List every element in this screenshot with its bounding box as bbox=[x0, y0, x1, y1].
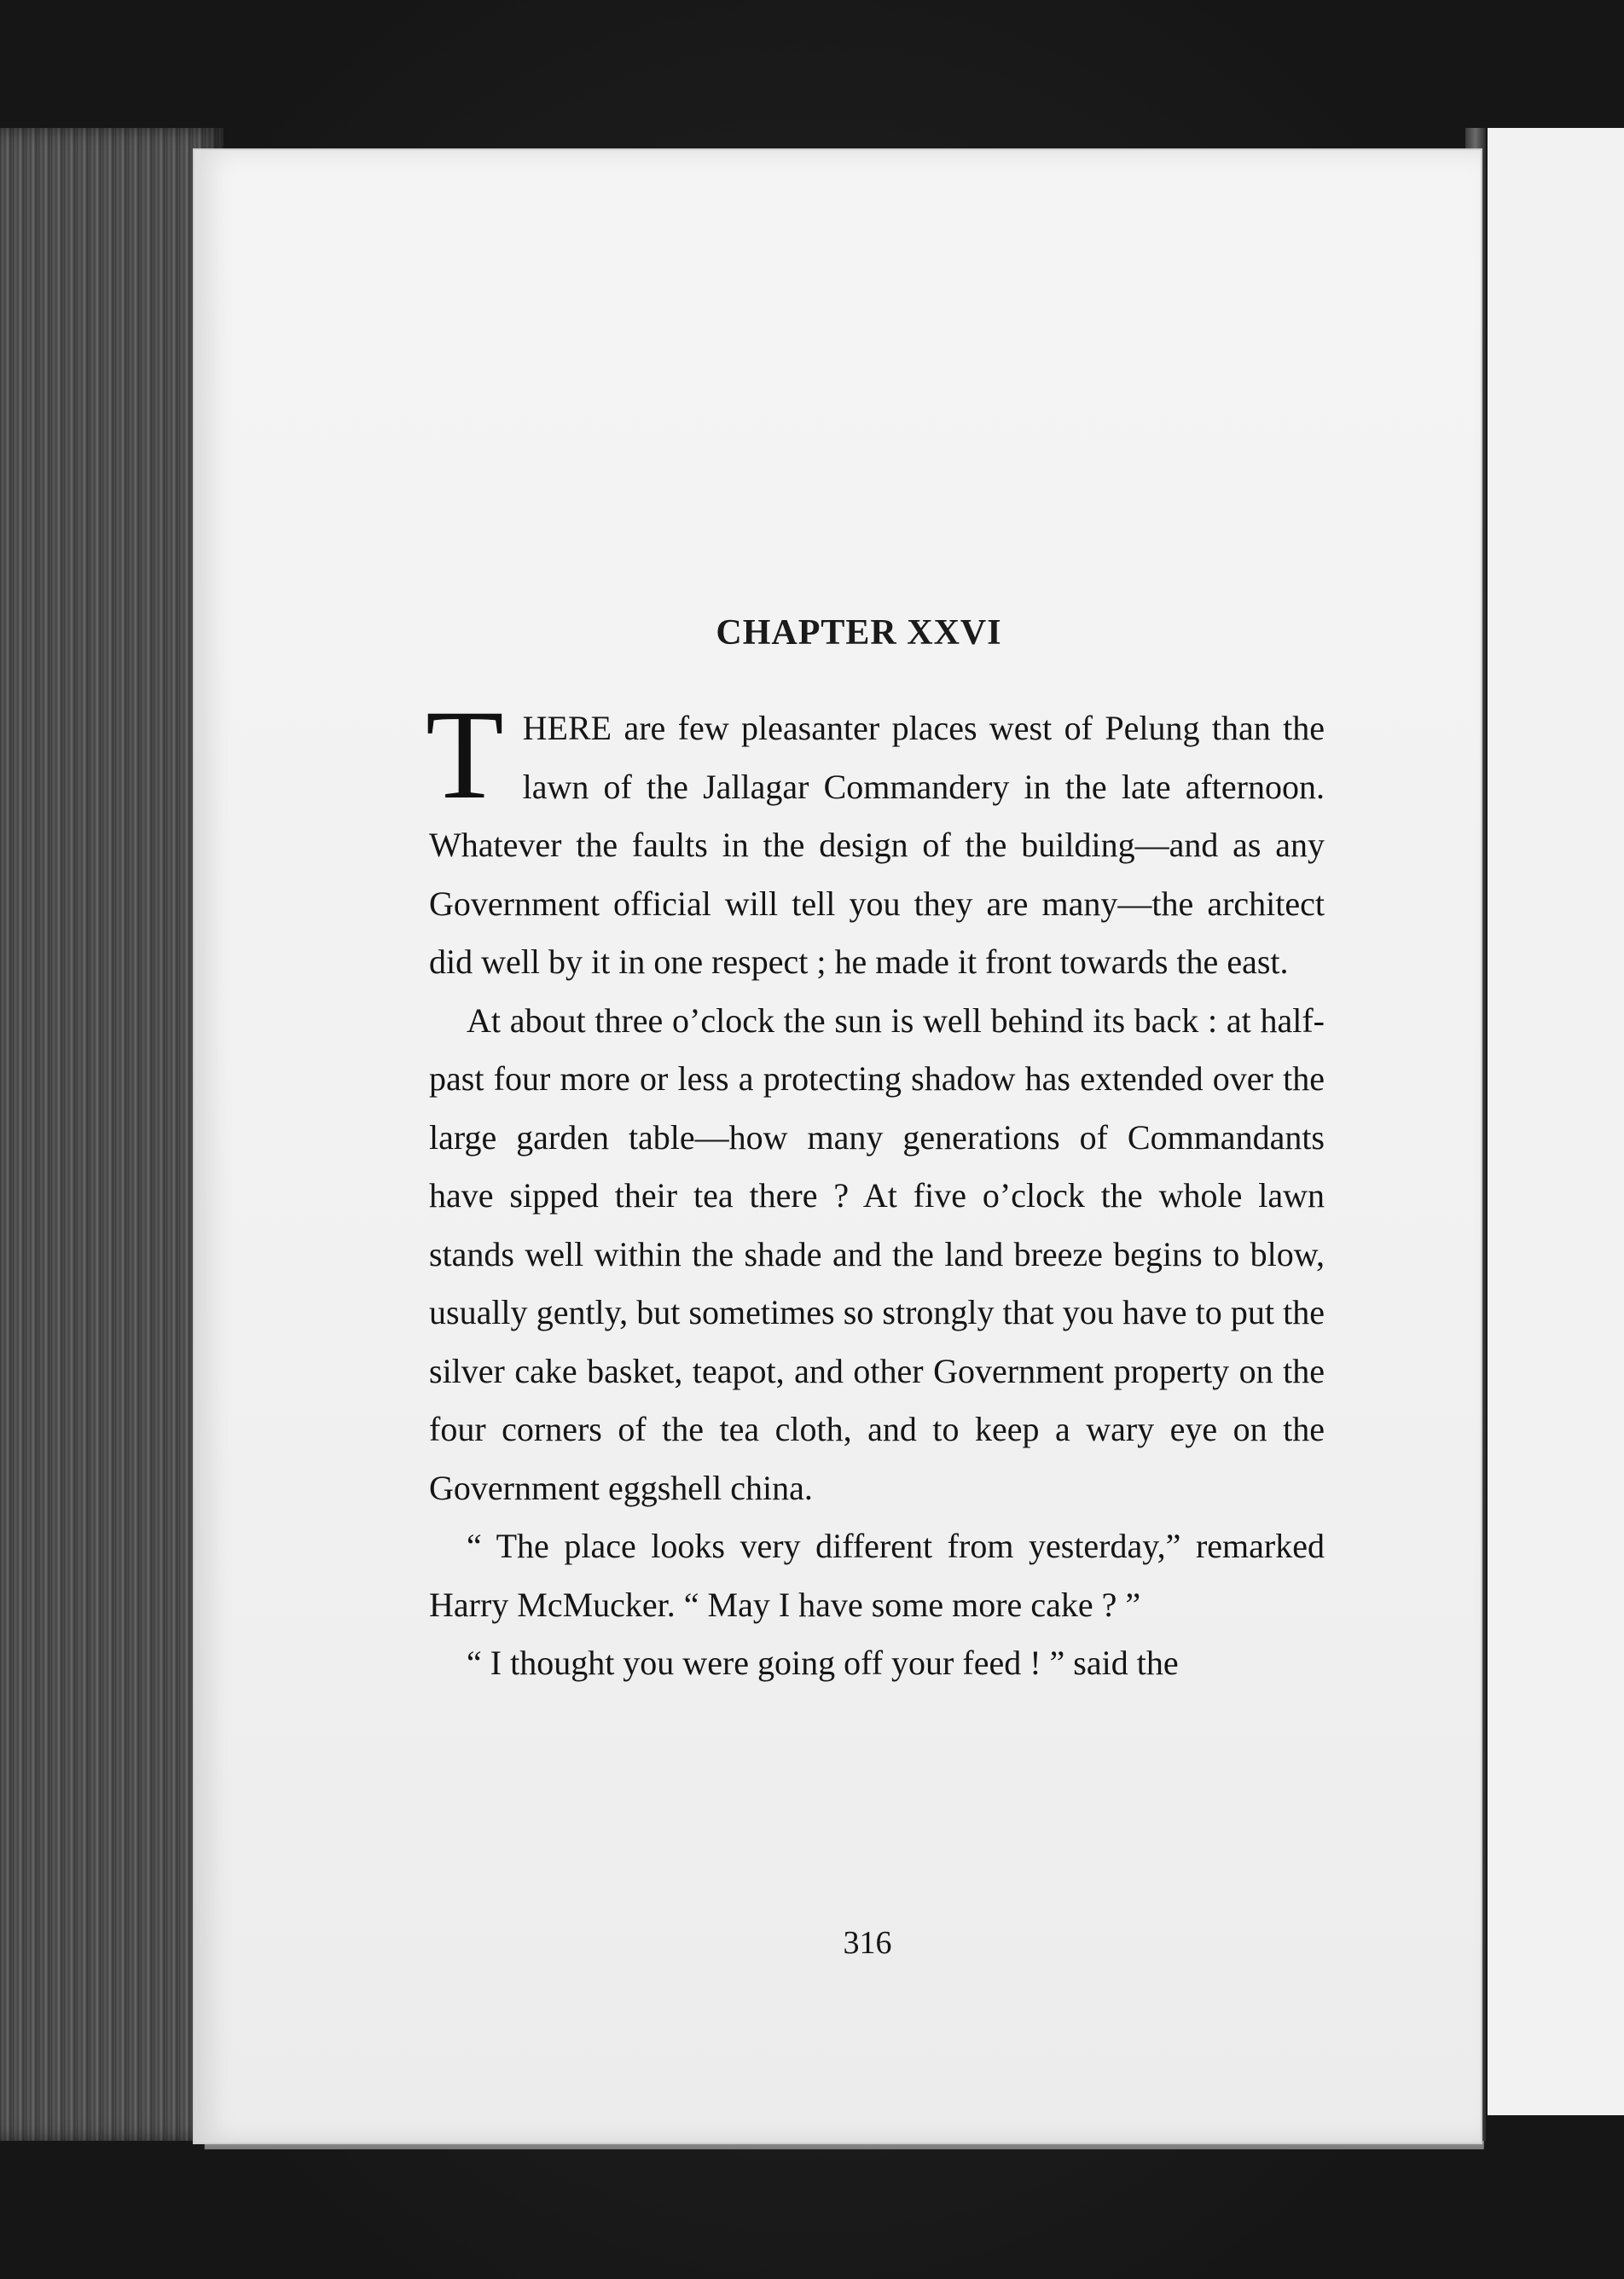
page-number: 316 bbox=[843, 1925, 892, 1961]
book-spine-edge bbox=[0, 128, 223, 2141]
body-text bbox=[426, 684, 1325, 1693]
chapter-title: CHAPTER XXVI bbox=[716, 613, 1002, 652]
paragraph-2: At about three o’clock the sun is well behind its back : at half-past four more or less a protecting shadow has extended over the large garden table—how many generations of Commandants have sipped their tea there ? At five o’clock the whole lawn stands well within the shade and the land breeze begins to blow, usually gently, but sometimes so strongly that you have to put the silver cake basket, teapot, and other Government property on the four corners of the tea cloth, and to keep a wary eye on the Government eggshell china. bbox=[429, 1000, 1325, 1507]
paragraph-1-text: are few pleasanter places west of Pelung than the lawn of the Jallagar Commandery in the late afternoon. Whatever the faults in the design of the building—and as any Government official will tell you they are many—the architect did well by it in one respect ; he made it front towards the east. bbox=[429, 709, 1325, 981]
facing-page bbox=[1488, 128, 1624, 2115]
paragraph-3: “ The place looks very different from yesterday,” remarked Harry McMucker. “ May I have some more cake ? ” bbox=[429, 1527, 1325, 1624]
paragraph-1 bbox=[426, 684, 1325, 992]
paragraph-4: “ I thought you were going off your feed ! ” said the bbox=[467, 1644, 1179, 1682]
opening-word: HERE bbox=[522, 709, 612, 747]
drop-cap-letter: T bbox=[426, 684, 504, 826]
